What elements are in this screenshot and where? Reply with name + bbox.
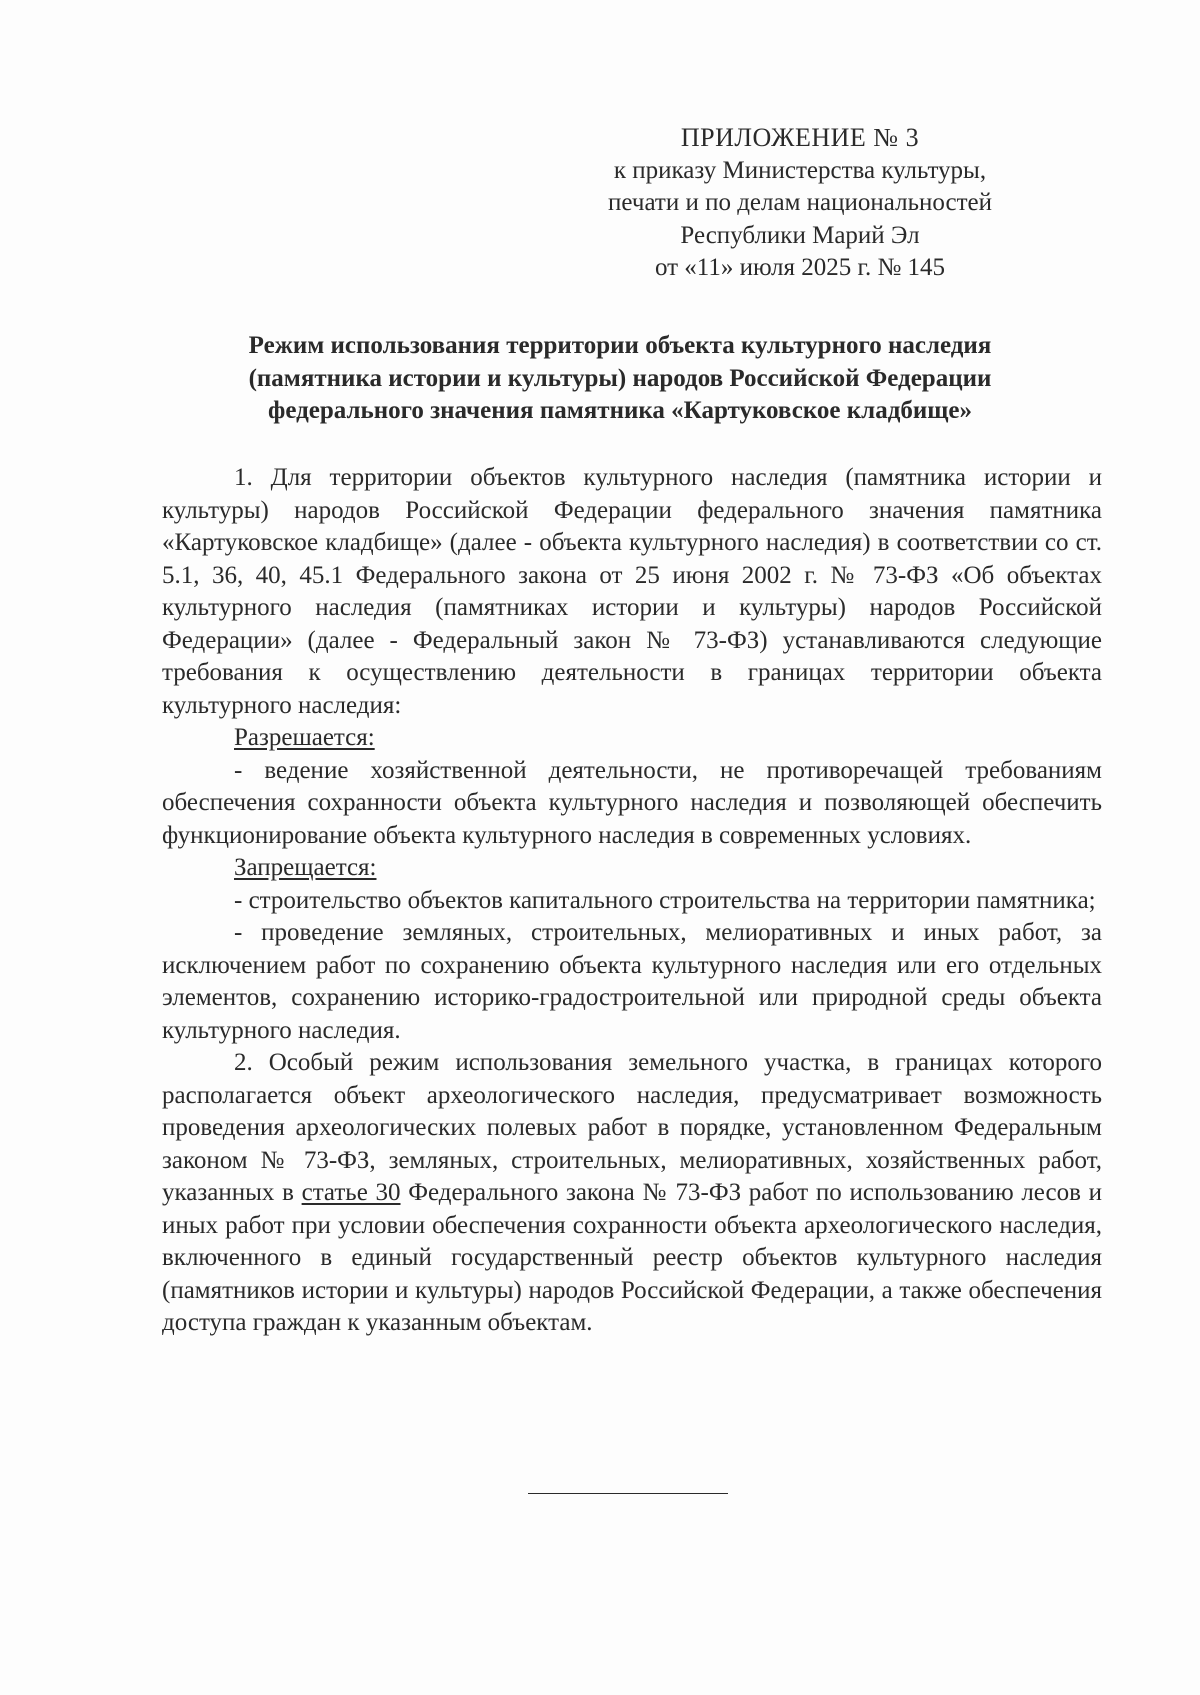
prohibited-item: - строительство объектов капитального строительства на территории памятника; [234, 886, 1096, 914]
allowed-heading-row [162, 722, 1102, 755]
document-body [162, 462, 1102, 1340]
section-2-paragraph [162, 1047, 1102, 1340]
section-2-text-end: Федерального закона № 73-ФЗ работ по использованию лесов и иных работ при условии обеспечения сохранности объекта археологического наследия, включенного в единый государственный реестр объектов культурного наследия (памятников истории и культуры) народов Российской Федерации, а также обеспечения доступа граждан к указанным объектам. [162, 1179, 1102, 1336]
order-reference-line-2: печати и по делам национальностей [608, 189, 992, 216]
appendix-number: ПРИЛОЖЕНИЕ № 3 [680, 123, 920, 152]
document-title [170, 330, 1070, 428]
title-line-2: (памятника истории и культуры) народов Российской Федерации [248, 364, 992, 392]
appendix-header [560, 122, 1040, 285]
order-reference-line-1: к приказу Министерства культуры, [613, 156, 987, 184]
article-30-link[interactable]: статье 30 [301, 1179, 401, 1206]
allowed-item: - ведение хозяйственной деятельности, не противоречащей требованиям обеспечения сохранности объекта культурного наследия и позволяющей обеспечить функционирование объекта культурного наследия в современных условиях. [162, 756, 1102, 849]
allowed-heading: Разрешается: [234, 724, 375, 751]
section-1-paragraph: 1. Для территории объектов культурного наследия (памятника истории и культуры) народов Российской Федерации федерального значения памятника «Картуковское кладбище» (далее - объекта культурного наследия) в соответствии со ст. 5.1, 36, 40, 45.1 Федерального закона от 25 июня 2002 г. № 73-ФЗ «Об объектах культурного наследия (памятниках истории и культуры) народов Российской Федерации» (далее - Федеральный закон № 73-ФЗ) устанавливаются следующие требования к осуществлению деятельности в границах территории объекта культурного наследия: [162, 464, 1102, 719]
prohibited-item: - проведение земляных, строительных, мелиоративных и иных работ, за исключением работ по сохранению объекта культурного наследия или его отдельных элементов, сохранению историко-градостроительной или природной среды объекта культурного наследия. [162, 919, 1102, 1044]
prohibited-heading: Запрещается: [234, 854, 377, 881]
closing-divider [528, 1493, 728, 1494]
title-line-3: федерального значения памятника «Картуковское кладбище» [268, 397, 972, 424]
prohibited-heading-row [162, 852, 1102, 885]
title-line-1: Режим использования территории объекта культурного наследия [248, 332, 992, 359]
order-date-number: от «11» июля 2025 г. № 145 [654, 254, 946, 281]
section-2-text-start: 2. Особый режим использования земельного участка, в границах которого располагается объект археологического наследия, предусматривает возможность проведения археологических полевых работ в порядке, установленном Федеральным законом № 73-ФЗ, земляных, строительных, мелиоративных, хозяйственных работ, указанных в [162, 1049, 1102, 1206]
order-reference-line-3: Республики Марий Эл [680, 221, 920, 249]
